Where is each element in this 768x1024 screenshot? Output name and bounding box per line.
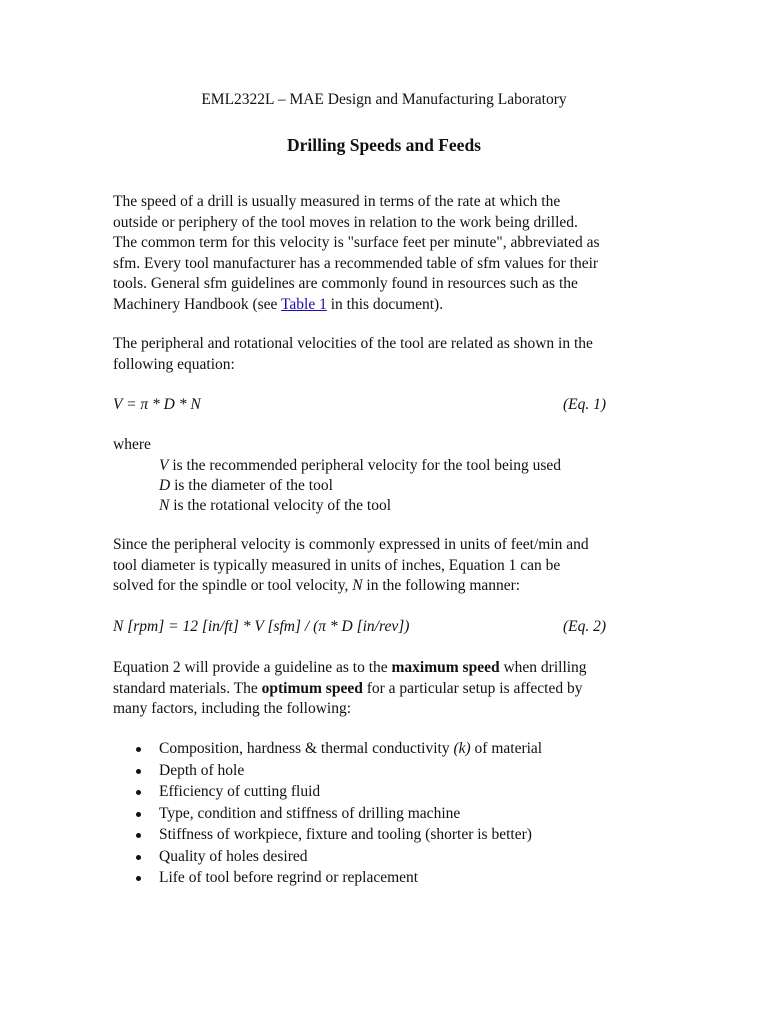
speed-text: for a particular setup is affected by (362, 679, 583, 697)
page-title: Drilling Speeds and Feeds (287, 135, 481, 155)
intro-line: outside or periphery of the tool moves in relation to the work being drilled. (113, 213, 578, 231)
speed-paragraph (113, 658, 587, 720)
symbol-n: N (159, 497, 170, 514)
equation-1-label: (Eq. 1) (563, 396, 607, 413)
table-1-link[interactable]: Table 1 (281, 295, 327, 313)
definition-n (159, 496, 561, 516)
speed-text: Equation 2 will provide a guideline as to the (113, 659, 392, 676)
definition-text: is the recommended peripheral velocity for the tool being used (168, 457, 562, 474)
speed-line (113, 679, 587, 700)
units-line (113, 576, 589, 597)
list-item-text: Composition, hardness & thermal conductivity (159, 740, 454, 757)
factors-list (113, 738, 542, 889)
maximum-speed-term: maximum speed (391, 659, 500, 676)
list-item: Type, condition and stiffness of drilling machine (113, 803, 542, 825)
speed-text: when drilling (499, 659, 587, 676)
units-line: Since the peripheral velocity is commonly expressed in units of feet/min and (113, 536, 589, 553)
list-item (113, 738, 542, 760)
where-label: where (113, 436, 151, 453)
intro-paragraph (113, 192, 600, 315)
definition-v (159, 456, 561, 476)
symbol-n: N (352, 577, 363, 594)
units-paragraph (113, 535, 589, 597)
optimum-speed-term: optimum speed (261, 679, 363, 697)
factors-list-container (113, 738, 542, 889)
list-item: Efficiency of cutting fluid (113, 781, 542, 803)
velocity-paragraph (113, 334, 593, 375)
intro-line: The speed of a drill is usually measured in terms of the rate at which the (113, 193, 561, 210)
list-item: Quality of holes desired (113, 846, 542, 868)
units-line: tool diameter is typically measured in units of inches, Equation 1 can be (113, 556, 561, 574)
equation-2-label: (Eq. 2) (563, 618, 607, 635)
equation-2: N [rpm] = 12 [in/ft] * V [sfm] / (π * D [in/rev]) (113, 618, 410, 635)
definition-text: is the rotational velocity of the tool (169, 497, 392, 514)
intro-line (113, 295, 600, 316)
definition-text: is the diameter of the tool (170, 477, 333, 494)
speed-line (113, 658, 587, 679)
list-item: Depth of hole (113, 760, 542, 782)
variable-definitions (159, 456, 561, 516)
velocity-line: The peripheral and rotational velocities of the tool are related as shown in the (113, 335, 593, 352)
symbol-d: D (159, 477, 171, 494)
symbol-k: (k) (453, 740, 471, 757)
velocity-line: following equation: (113, 355, 235, 373)
course-header: EML2322L – MAE Design and Manufacturing Laboratory (201, 91, 567, 108)
definition-d (159, 476, 561, 496)
symbol-v: V (159, 457, 169, 474)
speed-text: standard materials. The (113, 679, 262, 697)
equation-1: V = π * D * N (113, 396, 201, 413)
list-item-text: of material (470, 740, 543, 757)
intro-line: sfm. Every tool manufacturer has a recommended table of sfm values for their (113, 254, 599, 272)
intro-line: tools. General sfm guidelines are commonly found in resources such as the (113, 275, 578, 292)
list-item: Life of tool before regrind or replacement (113, 867, 542, 889)
intro-text: in this document). (326, 295, 444, 313)
units-text: solved for the spindle or tool velocity, (113, 577, 353, 594)
units-text: in the following manner: (362, 577, 521, 594)
intro-line: The common term for this velocity is "surface feet per minute", abbreviated as (113, 234, 600, 251)
list-item: Stiffness of workpiece, fixture and tooling (shorter is better) (113, 824, 542, 846)
intro-text: Machinery Handbook (see (113, 295, 282, 313)
speed-line: many factors, including the following: (113, 700, 352, 717)
